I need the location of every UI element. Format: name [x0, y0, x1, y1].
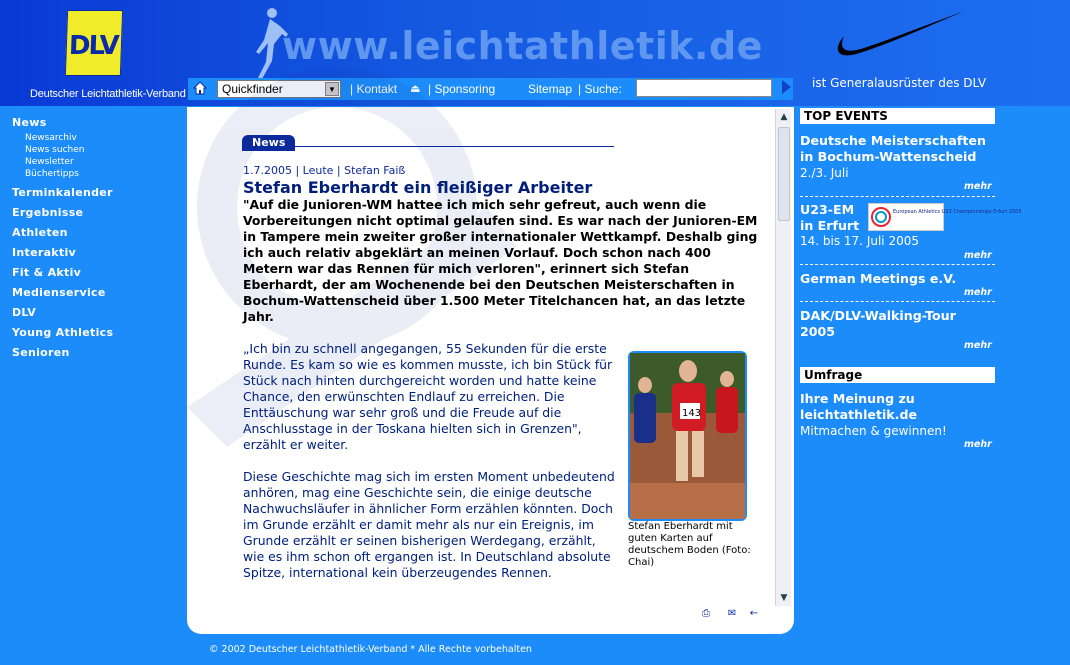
bib-number: 143 — [682, 408, 702, 419]
u23-logo-text: European Athletics U23 Championships Erfurt 2005 — [893, 209, 1022, 215]
nav-newsletter[interactable]: Newsletter — [25, 157, 74, 167]
more-link[interactable]: mehr — [964, 181, 992, 192]
article-title: Stefan Eberhardt ein fleißiger Arbeiter — [243, 178, 593, 197]
photo-caption: Stefan Eberhardt mit guten Karten auf deutschem Boden (Foto: Chai) — [628, 521, 751, 568]
site-url[interactable]: www.leichtathletik.de — [282, 24, 763, 68]
nav-ergebnisse[interactable]: Ergebnisse — [12, 206, 84, 219]
umfrage-header: Umfrage — [800, 367, 995, 383]
nav-interaktiv[interactable]: Interaktiv — [12, 246, 77, 259]
event-date: 2./3. Juli — [800, 166, 849, 180]
nav-medienservice[interactable]: Medienservice — [12, 286, 106, 299]
event-title[interactable]: German Meetings e.V. — [800, 271, 957, 286]
divider — [800, 301, 995, 302]
back-arrow-icon[interactable]: ← — [749, 608, 759, 619]
nike-swoosh-icon[interactable] — [834, 10, 964, 62]
poll-title[interactable]: Ihre Meinung zu leichtathletik.de — [800, 391, 918, 422]
left-navigation — [12, 116, 113, 366]
article-paragraph: Diese Geschichte mag sich im ersten Moment unbedeutend anhören, mag eine Geschichte sein, die einige deutsche Nachwuchsläufer in ähnlicher Form erzählen könnten. Doch im Grunde erzählt er damit mehr als nur ein Ereignis, im Grunde erzählt er seinen bisherigen Werdegang, erzählt, wie es ihm schon oft ergangen ist. In Deutschland absolute Spitze, international kein überzeugendes Rennen. — [243, 469, 615, 580]
section-label: News — [242, 135, 295, 151]
nav-dlv[interactable]: DLV — [12, 306, 37, 319]
nav-news[interactable]: News — [12, 116, 47, 129]
u23-championships-logo[interactable] — [868, 203, 1022, 231]
org-name: Deutscher Leichtathletik-Verband — [30, 88, 186, 100]
search-label: | Suche: — [578, 82, 622, 96]
nav-newsarchiv[interactable]: Newsarchiv — [25, 133, 77, 143]
runners-image — [630, 353, 745, 519]
divider — [800, 196, 995, 197]
nav-young-athletics[interactable]: Young Athletics — [12, 326, 114, 339]
more-link[interactable]: mehr — [964, 439, 992, 450]
nav-news-suchen[interactable]: News suchen — [25, 145, 85, 155]
kontakt-link[interactable]: | Kontakt — [350, 82, 398, 96]
event-title[interactable]: U23-EM in Erfurt — [800, 202, 860, 233]
sponsoring-link[interactable]: | Sponsoring — [428, 82, 496, 96]
nav-athleten[interactable]: Athleten — [12, 226, 68, 239]
event-title[interactable]: DAK/DLV-Walking-Tour 2005 — [800, 308, 956, 339]
article-lead: "Auf die Junioren-WM hattee ich mich sehr gefreut, auch wenn die Vorbereitungen nicht optimal gelaufen sind. Es war nach der Junioren-EM in Tampere mein zweiter großer internationaler Wettkampf. Deshalb ging ich auch relativ abgeklärt an meinen Vorlauf. Doch schon nach 400 Metern war das Rennen für mich verloren", erinnert sich Stefan Eberhardt, der am Wochenende bei den Deutschen Meisterschaften in Bochum-Wattenscheid über 1.500 Meter Titelchancen hat, an das letzte Jahr. — [243, 197, 758, 324]
content-scrollbar[interactable] — [775, 109, 791, 606]
article-meta: 1.7.2005 | Leute | Stefan Faiß — [243, 164, 406, 177]
article-photo[interactable] — [628, 351, 747, 521]
section-tab — [242, 131, 614, 147]
search-go-icon[interactable] — [782, 80, 791, 94]
scroll-down-icon[interactable]: ▼ — [780, 593, 788, 603]
home-icon[interactable] — [193, 81, 207, 95]
nav-buechertipps[interactable]: Büchertipps — [25, 169, 79, 179]
poll-subtitle: Mitmachen & gewinnen! — [800, 424, 947, 438]
nav-senioren[interactable]: Senioren — [12, 346, 70, 359]
top-events-header: TOP EVENTS — [800, 108, 995, 124]
more-link[interactable]: mehr — [964, 340, 992, 351]
more-link[interactable]: mehr — [964, 250, 992, 261]
divider — [800, 264, 995, 265]
email-icon[interactable]: ✉ — [727, 608, 737, 619]
dlv-logo[interactable] — [65, 10, 123, 76]
event-date: 14. bis 17. Juli 2005 — [800, 234, 919, 248]
nav-terminkalender[interactable]: Terminkalender — [12, 186, 113, 199]
article-paragraph: „Ich bin zu schnell angegangen, 55 Sekunden für die erste Runde. Es kam so wie es kommen musste, ich bin Stück für Stück nach hinten durchgereicht worden und hatte keine Chance, den erwünschten Endlauf zu erreichen. Die Enttäuschung war sehr groß und die Freude auf die Anschlusstage in der Toskana hielten sich in Grenzen", erzählt er weiter. — [243, 341, 613, 452]
print-icon[interactable]: ⎙ — [702, 608, 710, 619]
chevron-down-icon[interactable]: ▼ — [325, 82, 339, 96]
nav-fit-aktiv[interactable]: Fit & Aktiv — [12, 266, 82, 279]
scroll-thumb[interactable] — [778, 127, 790, 221]
footer-copyright: © 2002 Deutscher Leichtathletik-Verband * Alle Rechte vorbehalten — [209, 644, 532, 655]
content-panel — [187, 107, 794, 634]
quickfinder-value: Quickfinder — [222, 82, 283, 96]
event-title[interactable]: Deutsche Meisterschaften in Bochum-Wattenscheid — [800, 133, 986, 164]
scroll-up-icon[interactable]: ▲ — [780, 112, 788, 122]
sponsor-text: ist Generalausrüster des DLV — [812, 76, 987, 90]
sitemap-link[interactable]: Sitemap — [528, 82, 573, 96]
logo-text: DLV — [68, 31, 119, 61]
more-link[interactable]: mehr — [964, 287, 992, 298]
search-input[interactable] — [636, 79, 772, 97]
eject-icon: ⏏ — [410, 82, 421, 95]
